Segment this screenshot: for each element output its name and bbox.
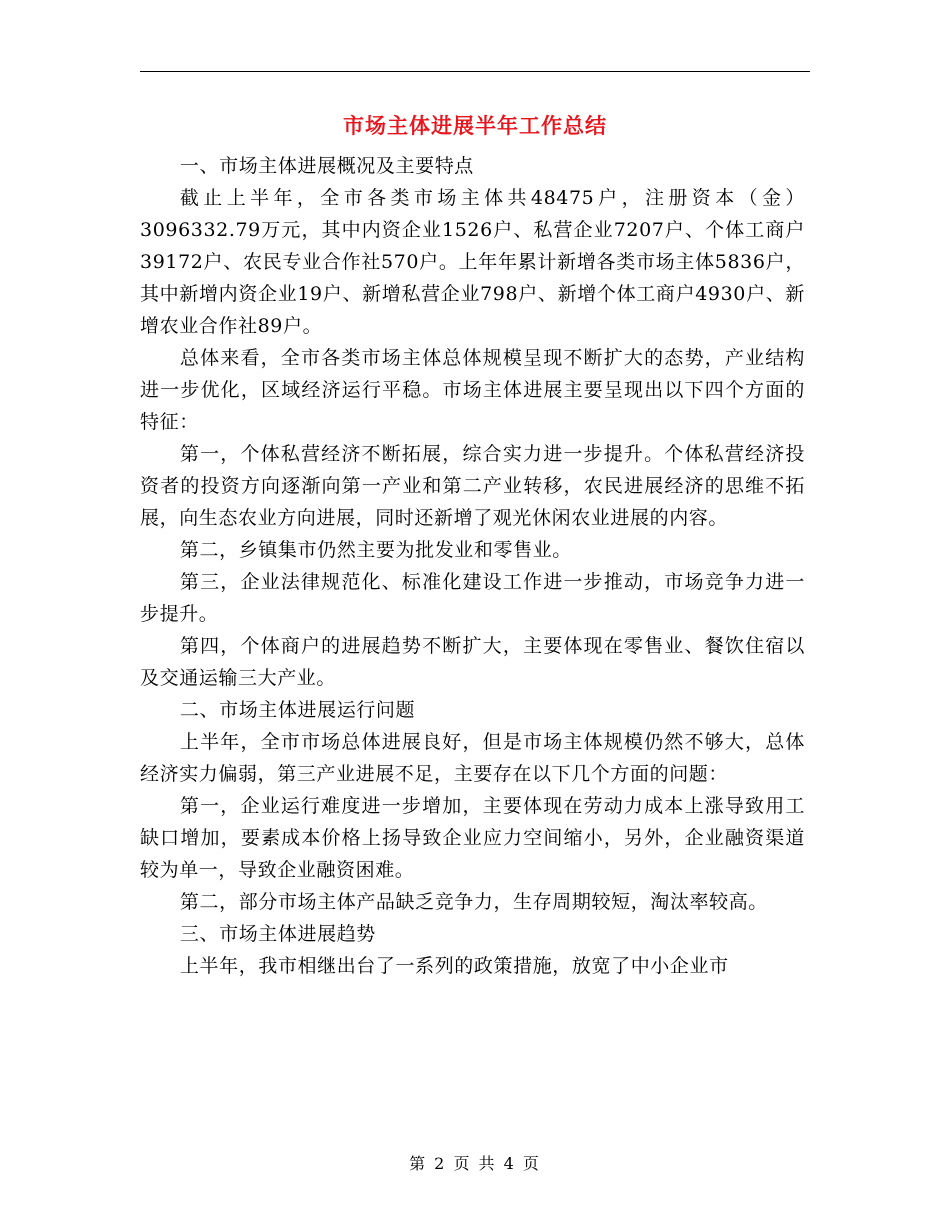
document-title: 市场主体进展半年工作总结 (343, 113, 607, 138)
section-heading-2: 二、市场主体进展运行问题 (179, 699, 416, 721)
paragraph-5: 第三，企业法律规范化、标准化建设工作进一步推动，市场竞争力进一步提升。 (140, 571, 805, 625)
header-rule (140, 71, 810, 72)
paragraph-6: 第四，个体商户的进展趋势不断扩大，主要体现在零售业、餐饮住宿以及交通运输三大产业。 (140, 635, 805, 689)
paragraph-3: 第一，个体私营经济不断拓展，综合实力进一步提升。个体私营经济投资者的投资方向逐渐向第一产业和第二产业转移，农民进展经济的思维不拓展，向生态农业方向进展，同时还新增了观光休闲农业进展的内容。 (140, 443, 805, 529)
paragraph-9: 第二，部分市场主体产品缺乏竞争力，生存周期较短，淘汰率较高。 (179, 891, 768, 913)
paragraph-4: 第二，乡镇集市仍然主要为批发业和零售业。 (179, 539, 572, 561)
paragraph-2: 总体来看，全市各类市场主体总体规模呈现不断扩大的态势，产业结构进一步优化，区域经济运行平稳。市场主体进展主要呈现出以下四个方面的特征： (140, 347, 805, 433)
paragraph-1: 截止上半年，全市各类市场主体共48475户，注册资本（金）3096332.79万元，其中内资企业1526户、私营企业7207户、个体工商户39172户、农民专业合作社570户。上年年累计新增各类市场主体5836户，其中新增内资企业19户、新增私营企业798户、新增个体工商户4930户、新增农业合作社89户。 (140, 187, 805, 337)
section-heading-1: 一、市场主体进展概况及主要特点 (179, 155, 474, 177)
paragraph-10: 上半年，我市相继出台了一系列的政策措施，放宽了中小企业市 (179, 955, 729, 977)
document-body (140, 150, 805, 982)
page-number: 第 2 页 共 4 页 (409, 1154, 541, 1173)
section-heading-3: 三、市场主体进展趋势 (179, 923, 376, 945)
paragraph-8: 第一，企业运行难度进一步增加，主要体现在劳动力成本上涨导致用工缺口增加，要素成本价格上扬导致企业应力空间缩小，另外，企业融资渠道较为单一，导致企业融资困难。 (140, 795, 805, 881)
paragraph-7: 上半年，全市市场总体进展良好，但是市场主体规模仍然不够大，总体经济实力偏弱，第三产业进展不足，主要存在以下几个方面的问题： (140, 731, 805, 785)
